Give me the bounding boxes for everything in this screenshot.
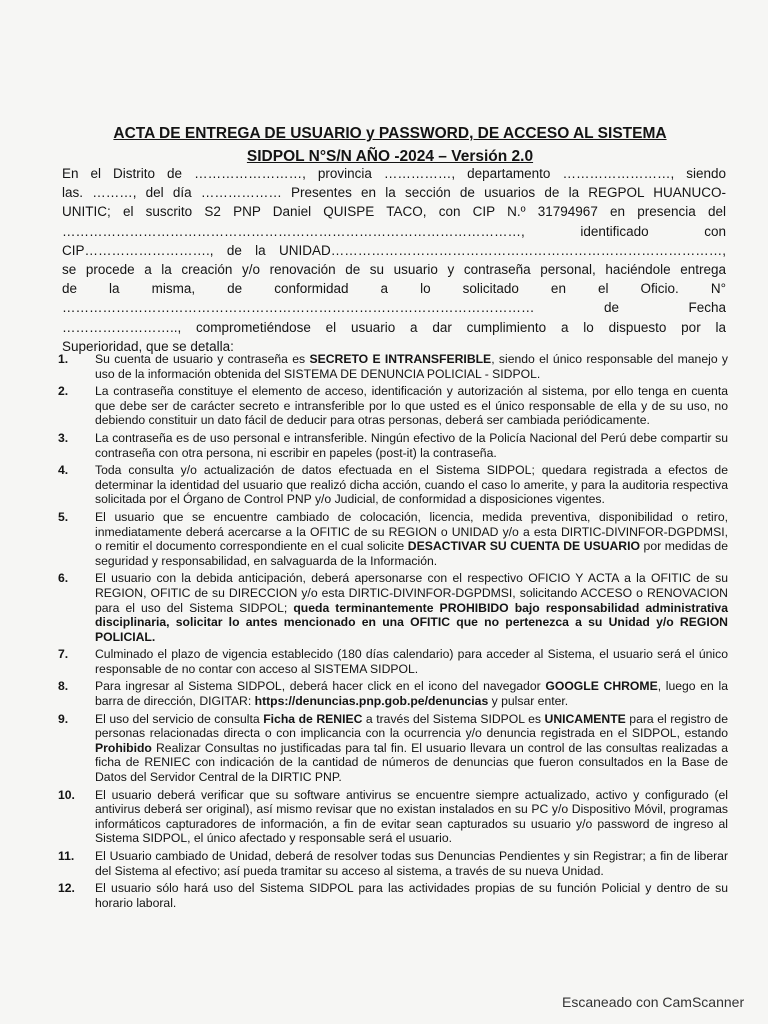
intro-line: …………………………………………………………………………………………, identificado con xyxy=(62,223,726,239)
item-text-run: El usuario sólo hará uso del Sistema SIDPOL para las actividades propias de su función Policial y dentro de su horario laboral. xyxy=(95,881,728,910)
item-text-bold: GOOGLE CHROME xyxy=(545,679,658,694)
item-text-run: , siendo el único responsable del manejo y uso de la información obtenida del SISTEMA DE DENUNCIA POLICIAL - SIDPOL. xyxy=(95,352,729,381)
item-text-bold: SECRETO E INTRANSFERIBLE xyxy=(309,352,492,366)
intro-paragraph xyxy=(62,164,726,356)
list-item xyxy=(58,849,728,878)
item-text xyxy=(95,431,728,460)
item-text xyxy=(95,647,728,676)
list-item xyxy=(58,352,728,381)
item-text xyxy=(95,849,728,878)
intro-line: …………………….., comprometiéndose el usuario a dar cumplimiento a lo dispuesto por la xyxy=(62,319,726,335)
item-text-run: para el registro de personas relacionadas directa o con implicancia con la ocurrencia y/o denuncia registrada en el SIDPOL, estando xyxy=(95,711,728,741)
item-text-run: Realizar Consultas no justificadas para tal fin. El usuario llevara un control de las consultas realizadas a ficha de RENIEC con indicación de la cantidad de números de denuncias que fueron consultados en la Base de Datos del Servidor Central de la DIRTIC PNP. xyxy=(95,740,728,785)
item-text xyxy=(95,463,728,507)
item-text-run: y pulsar enter. xyxy=(488,694,569,709)
item-text xyxy=(95,881,728,910)
list-item xyxy=(58,788,728,846)
list-item xyxy=(58,679,728,708)
intro-line: se procede a la creación y/o renovación de su usuario y contraseña personal, haciéndole entrega xyxy=(62,261,726,277)
item-text xyxy=(95,384,728,428)
item-number: 3. xyxy=(58,430,69,445)
title-line-2: SIDPOL N°S/N AÑO -2024 – Versión 2.0 xyxy=(246,148,534,165)
item-text-bold: DESACTIVAR SU CUENTA DE USUARIO xyxy=(407,539,640,554)
item-text-run: , luego en la barra de dirección, DIGITAR: xyxy=(95,679,728,709)
item-text-run: El usuario con la debida anticipación, deberá apersonarse con el respectivo OFICIO Y ACTA a la OFITIC de su REGION, OFITIC de su DIRECCION y/o esta DIRTIC-DIVINFOR-DGPDMSI, solicitando ACCESO o RENOVACION para el uso del Sistema SIDPOL; xyxy=(95,571,728,615)
item-text-bold: UNICAMENTE xyxy=(544,711,626,726)
item-text-bold: Prohibido xyxy=(95,740,152,755)
list-item xyxy=(58,431,728,460)
item-number: 6. xyxy=(58,571,69,586)
item-text-bold: queda terminantemente PROHIBIDO bajo responsabilidad administrativa disciplinaria, solicitar lo antes mencionado en una OFITIC que no pertenezca a su Unidad y/o REGION POLICIAL. xyxy=(95,600,728,644)
item-text xyxy=(95,679,728,708)
item-number: 10. xyxy=(58,787,75,802)
item-text-bold: https://denuncias.pnp.gob.pe/denuncias xyxy=(254,694,489,709)
list-item xyxy=(58,712,728,785)
item-text-run: La contraseña es de uso personal e intransferible. Ningún efectivo de la Policía Nacional del Perú debe compartir su contraseña con otra persona, ni escribir en papeles (post-it) la contraseña. xyxy=(95,430,728,460)
intro-line: de la misma, de conformidad a lo solicitado en el Oficio. N° xyxy=(62,281,726,297)
intro-line: las. ………, del día ……………… Presentes en la sección de usuarios de la REGPOL HUANUCO- xyxy=(62,185,726,201)
item-text xyxy=(95,352,728,381)
item-text-run: Su cuenta de usuario y contraseña es xyxy=(95,352,310,366)
list-item xyxy=(58,647,728,676)
item-number: 5. xyxy=(58,509,69,524)
intro-line: UNITIC; el suscrito S2 PNP Daniel QUISPE TACO, con CIP N.º 31794967 en presencia del xyxy=(62,204,726,220)
list-item xyxy=(58,571,728,644)
item-text xyxy=(95,571,728,644)
intro-line: Superioridad, que se detalla: xyxy=(62,338,234,354)
item-number: 8. xyxy=(58,679,69,694)
item-text-run: a través del Sistema SIDPOL es xyxy=(362,711,545,726)
item-number: 2. xyxy=(58,384,69,399)
item-number: 7. xyxy=(58,647,69,662)
item-text xyxy=(95,510,728,568)
item-text-run: El usuario que se encuentre cambiado de colocación, licencia, medida preventiva, disponibilidad o retiro, inmediatamente deberá acercarse a la OFITIC de su REGION o UNIDAD y/o a esta DIRTIC-DIVINFOR-DGPDMSI, o remitir el documento correspondiente en el cual solicite xyxy=(95,509,728,554)
item-text-run: El Usuario cambiado de Unidad, deberá de resolver todas sus Denuncias Pendientes y sin Registrar; a fin de liberar del Sistema al efectivo; así pueda tramitar su acceso al sistema, a través de su nueva Unidad. xyxy=(95,849,728,878)
item-text-bold: Ficha de RENIEC xyxy=(263,711,363,726)
list-item xyxy=(58,463,728,507)
item-text-run: por medidas de seguridad y responsabilidad, en salvaguarda de la Información. xyxy=(95,539,728,568)
item-number: 11. xyxy=(58,849,75,863)
intro-line: …………………………………………………………………………………………… de Fecha xyxy=(62,300,726,316)
item-text-run: El usuario deberá verificar que su software antivirus se encuentre siempre actualizado, activo y configurado (el antivirus deberá ser original), así mismo revisar que no existan instalados en su PC y/o Dispositivo Móvil, programas informáticos capturadores de información, a fin de evitar sean capturados su usuario y/o password de ingreso al Sistema SIDPOL, el único afectado y responsable será el usuario. xyxy=(95,787,728,846)
item-number: 1. xyxy=(58,352,69,366)
item-number: 4. xyxy=(58,463,69,478)
list-item xyxy=(58,510,728,568)
intro-line: CIP………………………., de la UNIDAD……………………………………………………………………………, xyxy=(62,242,726,258)
item-text-run: Para ingresar al Sistema SIDPOL, deberá hacer click en el icono del navegador xyxy=(95,679,546,694)
item-text xyxy=(95,712,728,785)
item-number: 12. xyxy=(58,881,75,896)
camscanner-watermark: Escaneado con CamScanner xyxy=(562,994,745,1010)
list-item xyxy=(58,384,728,428)
item-text-run: La contraseña constituye el elemento de acceso, identificación y autorización al sistema, por ello tenga en cuenta que debe ser de carácter secreto e intransferible por lo que usted es el único responsable de ella y de su uso, no debiendo constituir un dato fácil de deducir para otras personas, deberá ser cambiada periódicamente. xyxy=(95,384,728,428)
intro-line: En el Distrito de ……………………, provincia ……………, departamento ……………………, siendo xyxy=(62,166,726,181)
rules-list xyxy=(58,352,728,913)
item-text xyxy=(95,788,728,846)
item-text-run: Toda consulta y/o actualización de datos efectuada en el Sistema SIDPOL; quedara registrada a efectos de determinar la identidad del usuario que realizó dicha acción, cuando el caso lo amerite, y para la auditoria respectiva solicitada por el Órgano de Control PNP y/o Judicial, de conformidad a disposiciones vigentes. xyxy=(95,463,728,507)
item-number: 9. xyxy=(58,711,69,726)
item-text-run: Culminado el plazo de vigencia establecido (180 días calendario) para acceder al Sistema, el usuario será el único responsable de no contar con acceso al SISTEMA SIDPOL. xyxy=(95,647,728,676)
item-text-run: El uso del servicio de consulta xyxy=(95,711,264,726)
list-item xyxy=(58,881,728,910)
title-line-1: ACTA DE ENTREGA DE USUARIO y PASSWORD, DE ACCESO AL SISTEMA xyxy=(113,125,667,142)
document-title xyxy=(60,122,720,168)
